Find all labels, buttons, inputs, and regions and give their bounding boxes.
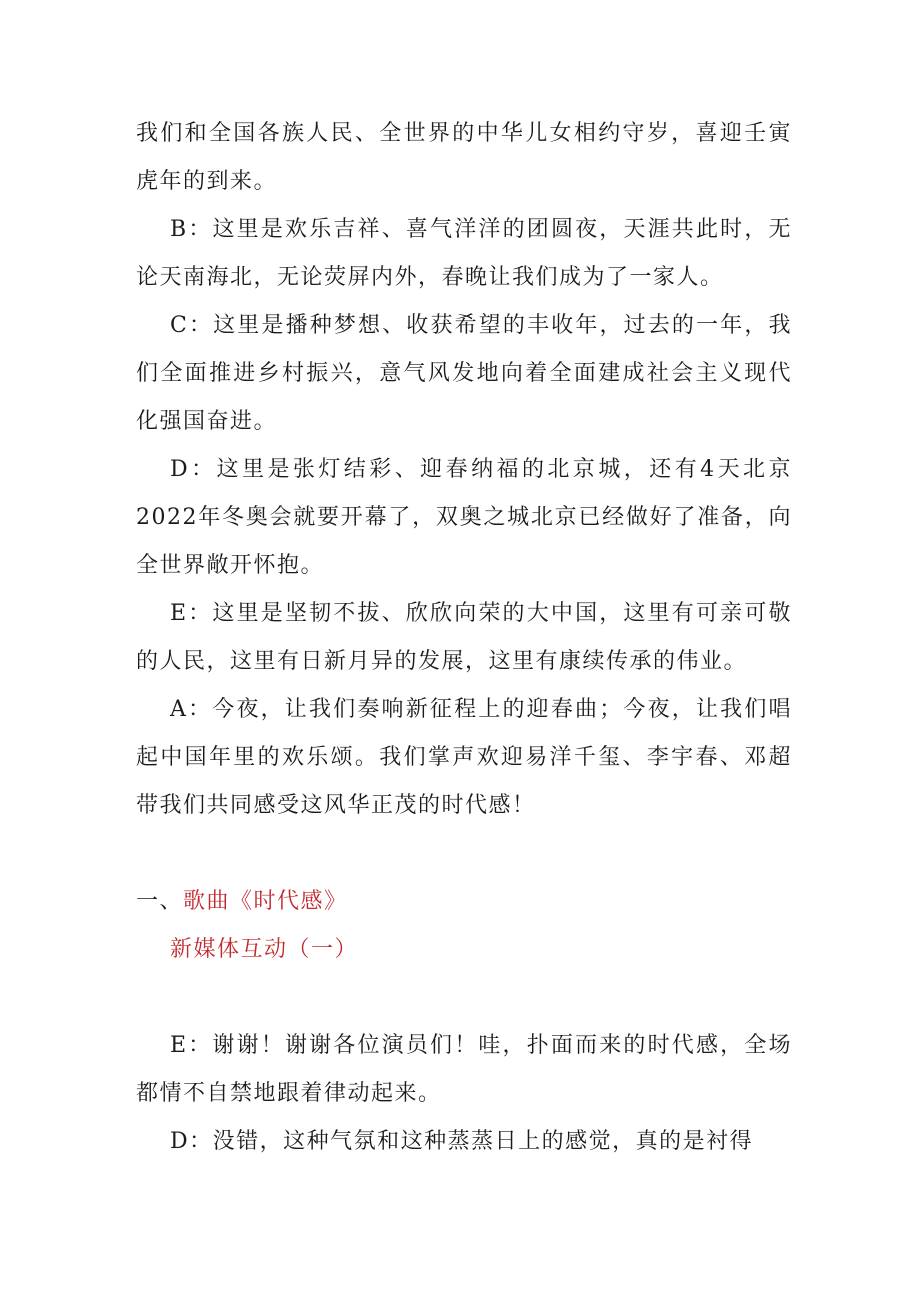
paragraph-e: E：这里是坚韧不拔、欣欣向荣的大中国，这里有可亲可敬的人民，这里有日新月异的发展，这里有康续传承的伟业。 <box>136 601 792 674</box>
section-number: 一、 <box>136 889 184 914</box>
paragraph-e-2: E：谢谢！谢谢各位演员们！哇，扑面而来的时代感，全场都情不自禁地跟着律动起来。 <box>136 1033 792 1106</box>
paragraph-d: D：这里是张灯结彩、迎春纳福的北京城，还有4天北京2022年冬奥会就要开幕了，双奥之城北京已经做好了准备，向全世界敞开怀抱。 <box>136 457 792 578</box>
paragraph-a: A：今夜，让我们奏响新征程上的迎春曲；今夜，让我们唱起中国年里的欢乐颂。我们掌声欢迎易洋千玺、李宇春、邓超带我们共同感受这风华正茂的时代感！ <box>136 697 792 818</box>
paragraph-b: B：这里是欢乐吉祥、喜气洋洋的团圆夜，天涯共此时，无论天南海北，无论荧屏内外，春晚让我们成为了一家人。 <box>136 217 792 290</box>
section-title: 歌曲《时代感》 <box>183 889 348 914</box>
blank-line <box>136 974 792 1022</box>
paragraph-intro: 我们和全国各族人民、全世界的中华儿女相约守岁，喜迎壬寅虎年的到来。 <box>136 121 792 194</box>
paragraph-d-2: D：没错，这种气氛和这种蒸蒸日上的感觉，真的是衬得 <box>170 1129 754 1154</box>
section-subtitle: 新媒体互动（一） <box>170 937 359 962</box>
document-page <box>136 110 792 1166</box>
section-heading <box>136 878 792 926</box>
paragraph-c: C：这里是播种梦想、收获希望的丰收年，过去的一年，我们全面推进乡村振兴，意气风发地向着全面建成社会主义现代化强国奋进。 <box>136 313 792 434</box>
blank-line <box>136 830 792 878</box>
